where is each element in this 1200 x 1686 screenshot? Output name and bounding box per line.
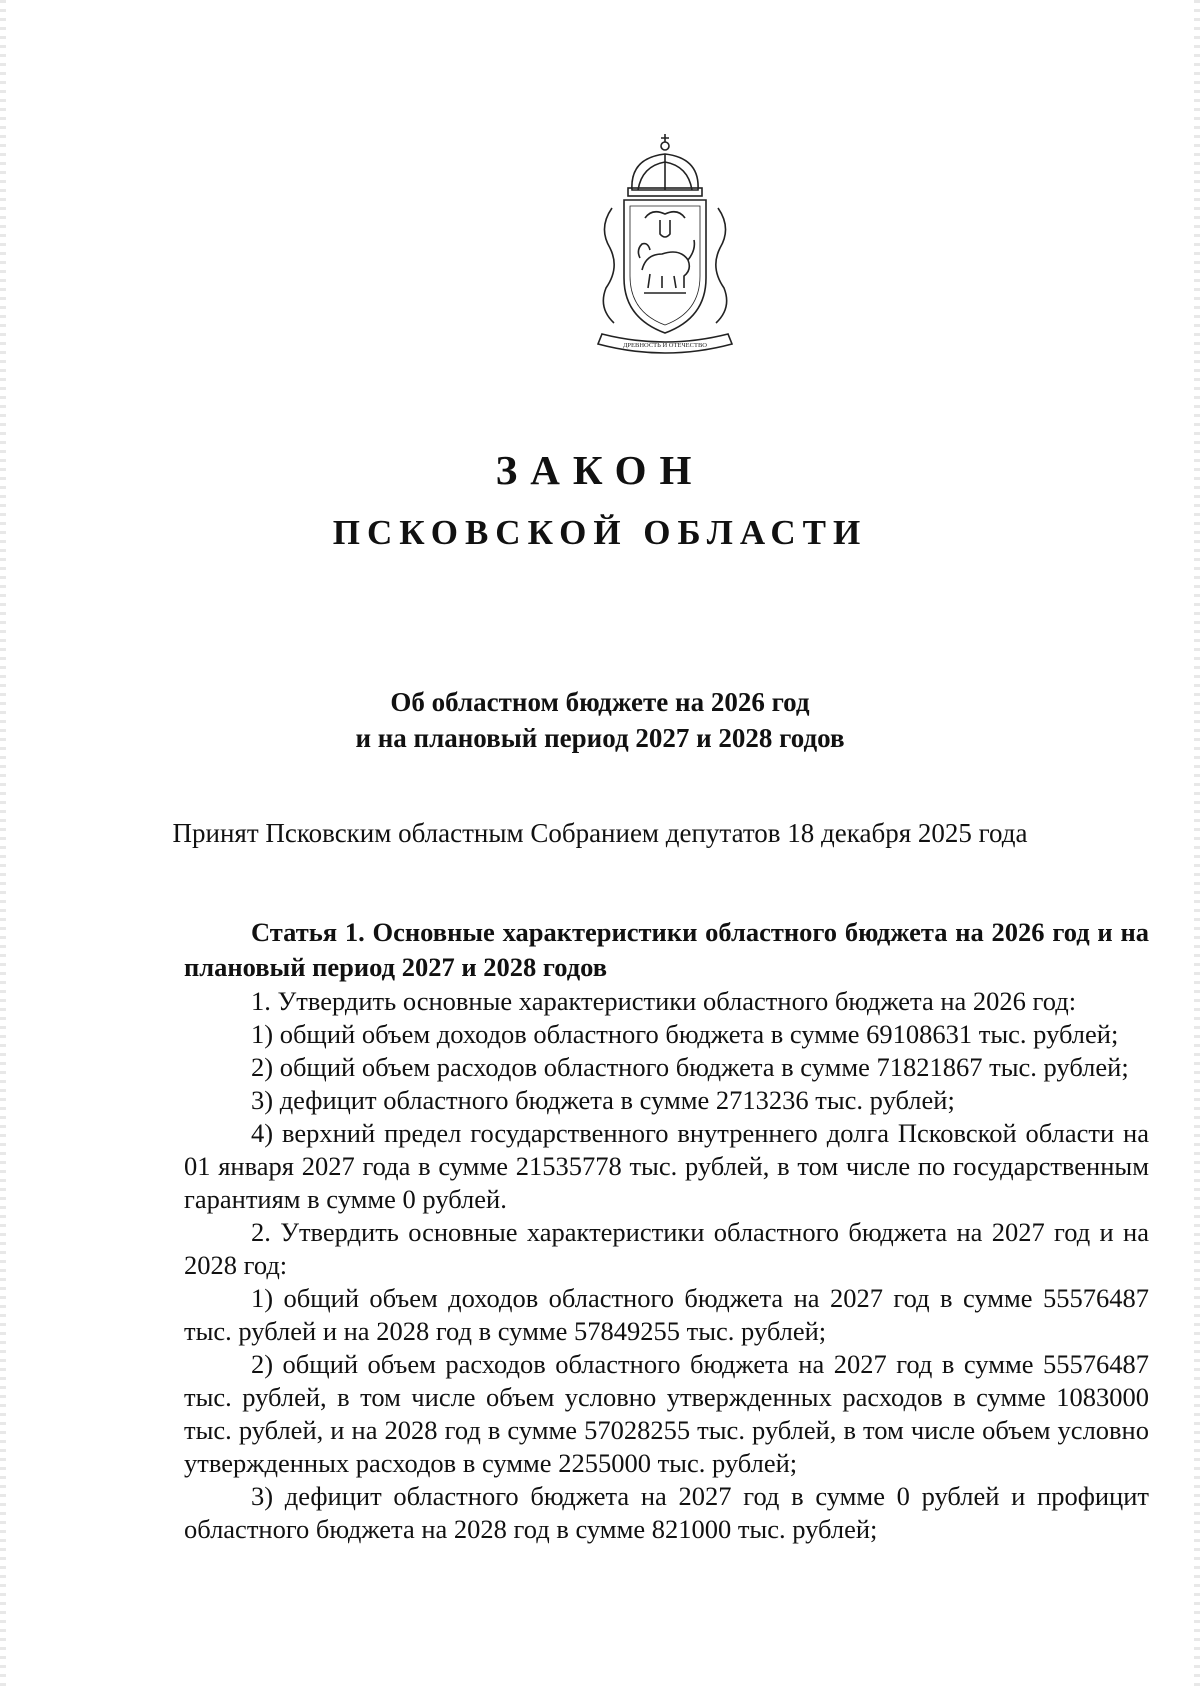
paragraph: 2. Утвердить основные характеристики областного бюджета на 2027 год и на 2028 год:	[184, 1217, 1149, 1280]
paragraph: 1) общий объем доходов областного бюджета на 2027 год в сумме 55576487 тыс. рублей и на 2028 год в сумме 57849255 тыс. рублей;	[184, 1283, 1149, 1346]
adoption-statement: Принят Псковским областным Собранием депутатов 18 декабря 2025 года	[172, 818, 1028, 848]
pskov-coat-of-arms-icon	[580, 128, 750, 378]
paragraph: 3) дефицит областного бюджета в сумме 2713236 тыс. рублей;	[251, 1085, 955, 1115]
document-title-line2: и на плановый период 2027 и 2028 годов	[355, 723, 845, 753]
svg-text:ДРЕВНОСТЬ И ОТЕЧЕСТВО: ДРЕВНОСТЬ И ОТЕЧЕСТВО	[623, 342, 707, 349]
document-title	[0, 684, 1200, 756]
article-1	[184, 915, 1149, 1546]
law-region: ПСКОВСКОЙ ОБЛАСТИ	[332, 513, 868, 552]
paragraph: 2) общий объем расходов областного бюджета на 2027 год в сумме 55576487 тыс. рублей, в том числе объем условно утвержденных расходов в сумме 1083000 тыс. рублей, и на 2028 год в сумме 57028255 тыс. рублей, в том числе объем условно утвержденных расходов в сумме 2255000 тыс. рублей;	[184, 1349, 1149, 1478]
paragraph: 1. Утвердить основные характеристики областного бюджета на 2026 год:	[251, 986, 1077, 1016]
article-heading: Статья 1. Основные характеристики областного бюджета на 2026 год и на плановый период 2027 и 2028 годов	[184, 917, 1149, 982]
law-title: ЗАКОН	[495, 447, 705, 493]
paragraph: 3) дефицит областного бюджета на 2027 год в сумме 0 рублей и профицит областного бюджета на 2028 год в сумме 821000 тыс. рублей;	[184, 1481, 1149, 1544]
paragraph: 1) общий объем доходов областного бюджета в сумме 69108631 тыс. рублей;	[251, 1019, 1119, 1049]
paragraph: 2) общий объем расходов областного бюджета в сумме 71821867 тыс. рублей;	[251, 1052, 1129, 1082]
document-title-line1: Об областном бюджете на 2026 год	[390, 687, 810, 717]
paragraph: 4) верхний предел государственного внутреннего долга Псковской области на 01 января 2027 года в сумме 21535778 тыс. рублей, в том числе по государственным гарантиям в сумме 0 рублей.	[184, 1118, 1149, 1214]
